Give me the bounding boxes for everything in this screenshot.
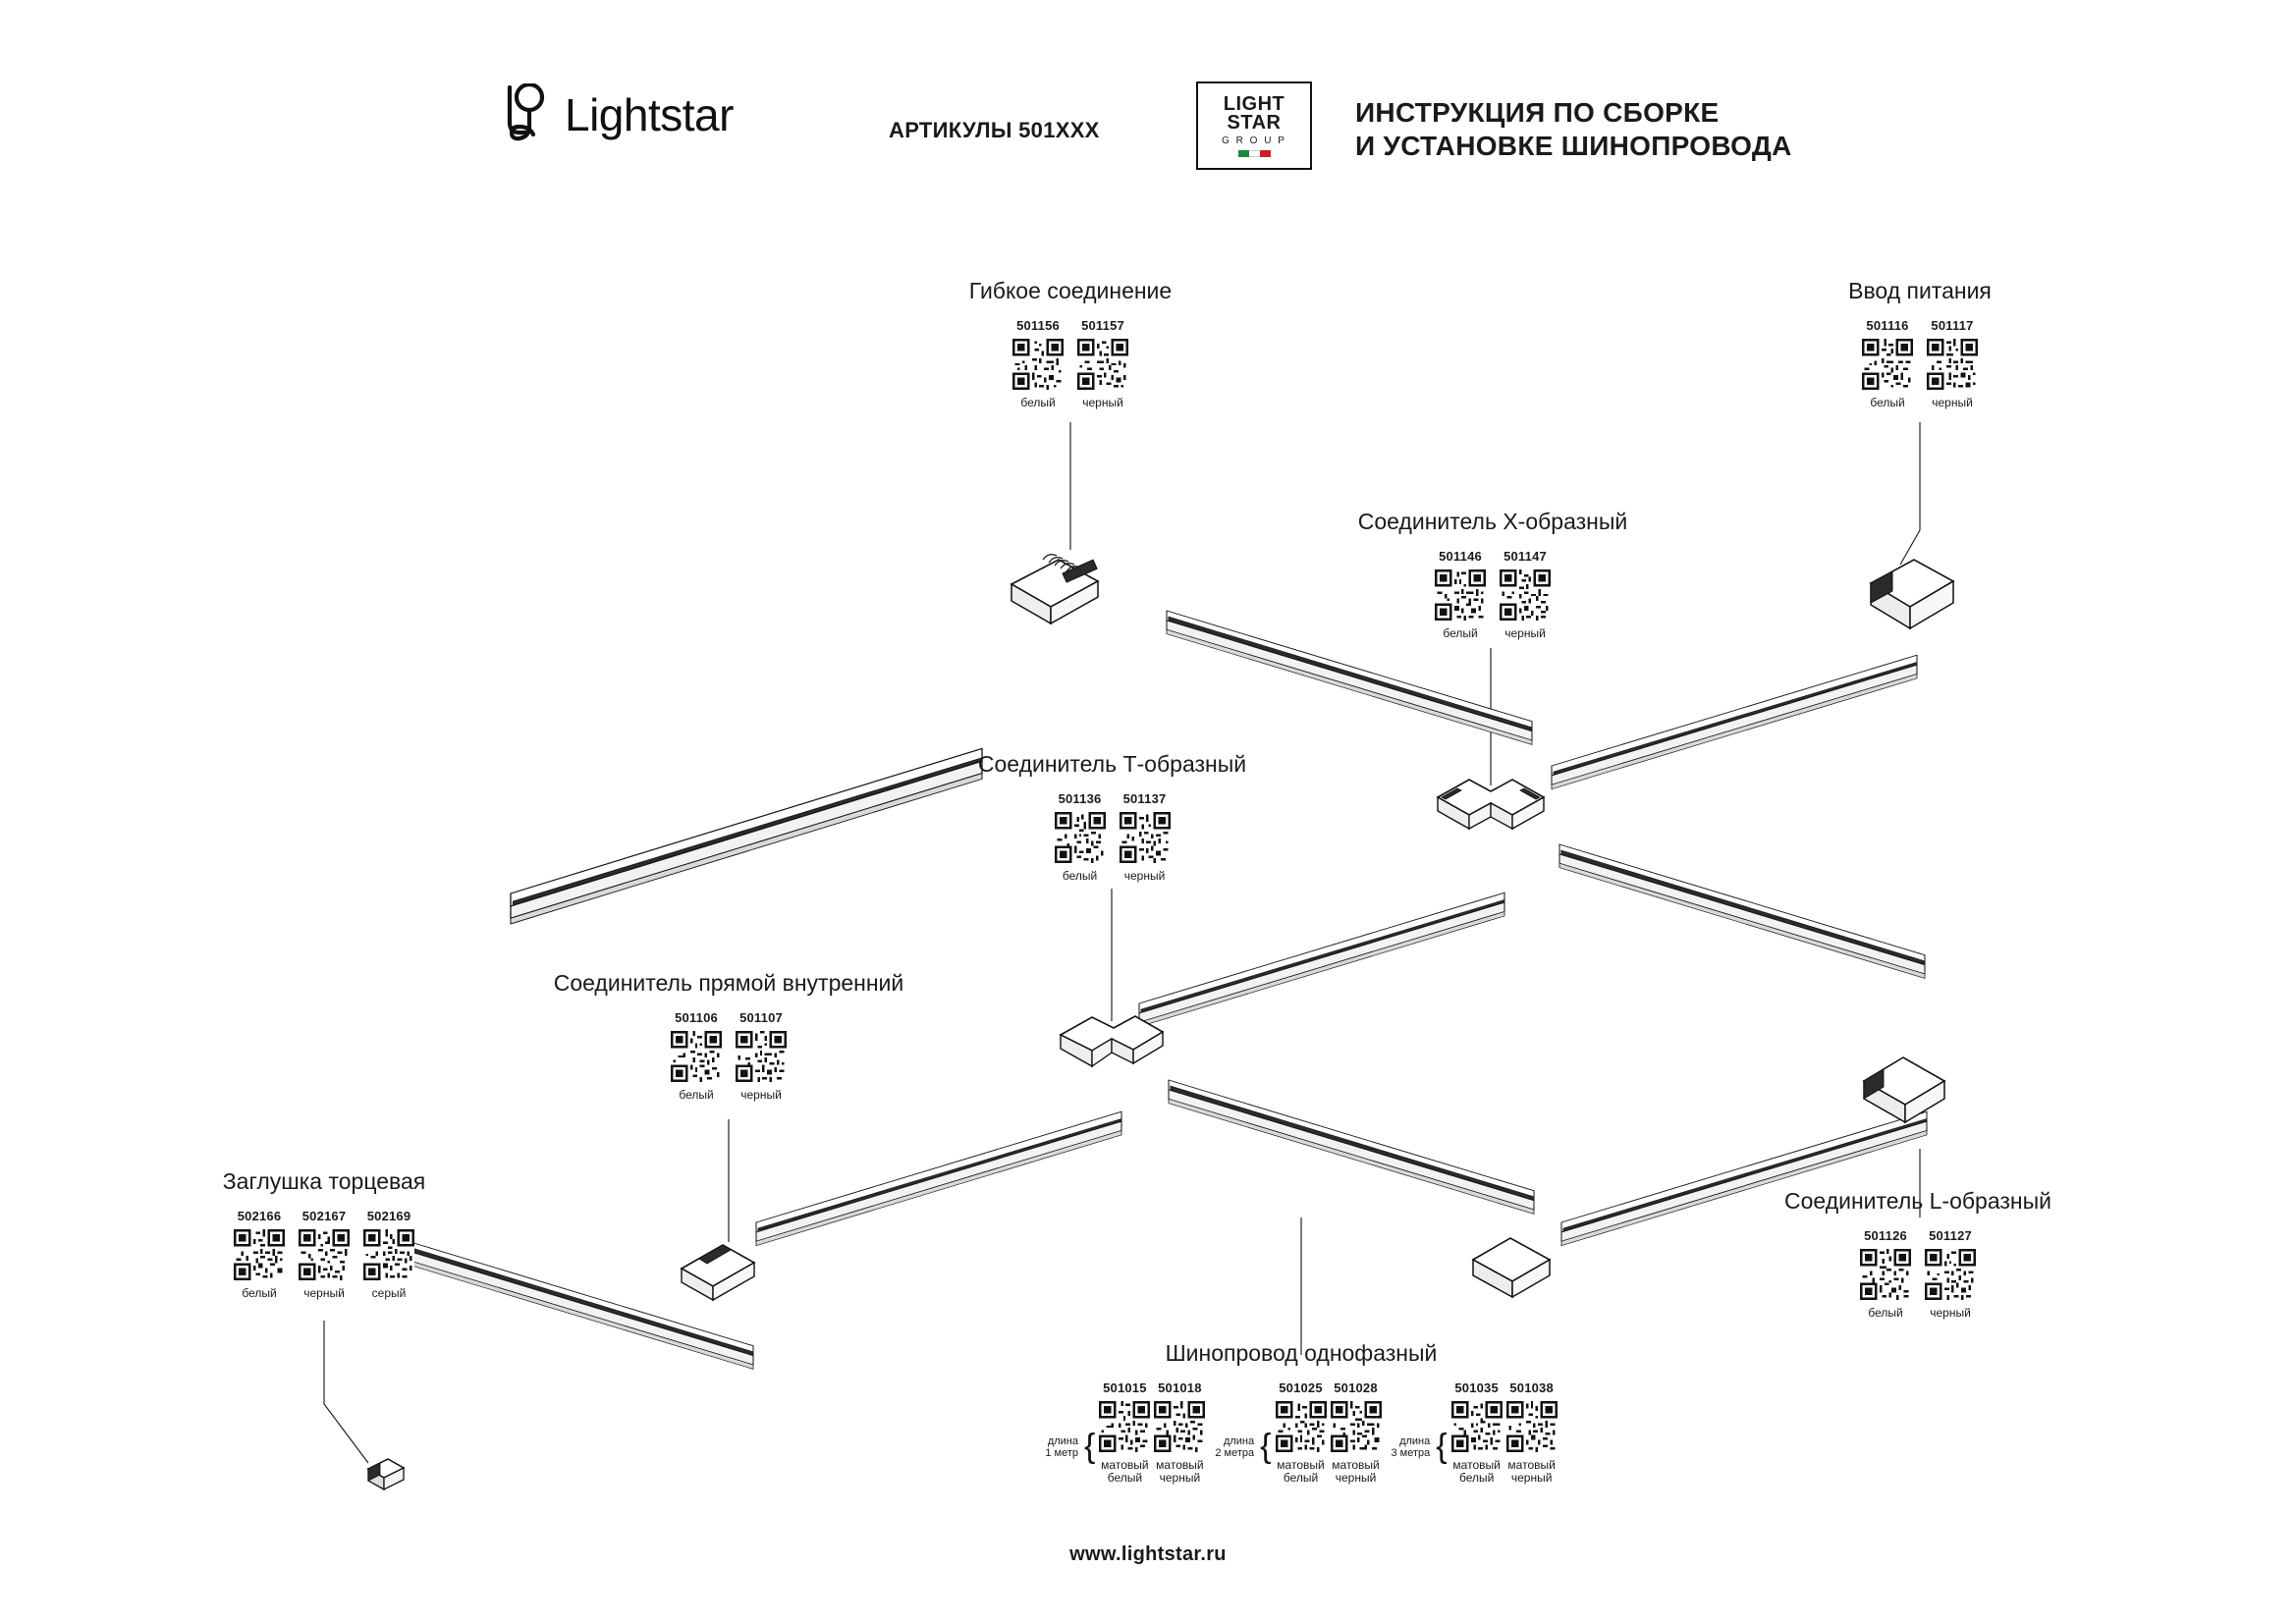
page-title-line-1: ИНСТРУКЦИЯ ПО СБОРКЕ — [1355, 97, 1720, 128]
badge-line-3: G R O U P — [1222, 135, 1286, 146]
code-number: 501137 — [1122, 791, 1167, 806]
code-list — [889, 318, 1252, 409]
code-item — [1331, 1380, 1382, 1485]
code-item — [1276, 1380, 1327, 1485]
code-number: 501147 — [1503, 549, 1547, 564]
code-caption: белый — [1020, 396, 1056, 409]
group-l-connector — [1736, 1188, 2100, 1320]
code-number: 501157 — [1081, 318, 1124, 333]
rail-x-to-t — [1139, 893, 1504, 1026]
code-item — [671, 1010, 722, 1102]
footer-website[interactable]: www.lightstar.ru — [1069, 1543, 1227, 1565]
brace-icon-1: { — [1084, 1428, 1096, 1465]
code-caption: черный — [1082, 396, 1123, 409]
badge-line-2: STAR — [1227, 111, 1282, 134]
qr-code[interactable] — [1435, 569, 1486, 621]
qr-code[interactable] — [1925, 1249, 1976, 1300]
code-item — [736, 1010, 787, 1102]
brace-icon-3: { — [1436, 1428, 1448, 1465]
code-item — [1099, 1380, 1150, 1485]
length-label-2m: длина 2 метра — [1215, 1435, 1255, 1459]
code-number: 501038 — [1509, 1380, 1554, 1395]
brand-name: Lightstar — [565, 89, 734, 140]
code-number: 502167 — [301, 1209, 347, 1223]
rail-x-to-feed — [1552, 655, 1917, 788]
flexible-connector-part — [1011, 555, 1098, 623]
code-item — [1435, 549, 1486, 640]
rail-t-to-straight — [756, 1111, 1121, 1245]
qr-code[interactable] — [1862, 339, 1913, 390]
qr-code[interactable] — [1506, 1401, 1558, 1452]
code-item — [1506, 1380, 1558, 1485]
qr-code[interactable] — [1927, 339, 1978, 390]
code-list — [1306, 549, 1679, 640]
group-end-cap — [182, 1168, 466, 1300]
x-connector-part — [1438, 780, 1544, 829]
group-title: Шинопровод однофазный — [1165, 1340, 1438, 1366]
qr-code[interactable] — [671, 1031, 722, 1082]
group-title: Ввод питания — [1848, 278, 1992, 303]
qr-code[interactable] — [736, 1031, 787, 1082]
code-number: 501025 — [1279, 1380, 1323, 1395]
qr-code[interactable] — [1331, 1401, 1382, 1452]
code-list — [182, 1209, 466, 1300]
qr-code[interactable] — [1500, 569, 1551, 621]
code-caption: серый — [371, 1286, 407, 1300]
code-caption: черный — [303, 1286, 345, 1300]
qr-code[interactable] — [1077, 339, 1128, 390]
code-number: 501028 — [1334, 1380, 1378, 1395]
code-caption: белый — [1062, 869, 1098, 883]
group-title: Гибкое соединение — [968, 278, 1173, 303]
code-caption: матовый белый — [1452, 1458, 1501, 1485]
qr-code[interactable] — [1099, 1401, 1150, 1452]
group-flex-connector — [889, 278, 1252, 409]
qr-code[interactable] — [363, 1229, 414, 1280]
straight-connector-part — [682, 1245, 754, 1300]
group-title: Соединитель Т-образный — [977, 751, 1247, 777]
code-item — [1451, 1380, 1503, 1485]
rail-t-lower — [1169, 1080, 1534, 1214]
qr-code[interactable] — [1055, 812, 1106, 863]
code-item — [1012, 318, 1064, 409]
code-number: 501117 — [1931, 318, 1974, 333]
code-number: 501156 — [1016, 318, 1060, 333]
group-single-phase-track — [982, 1340, 1620, 1485]
qr-code[interactable] — [1860, 1249, 1911, 1300]
code-item — [1154, 1380, 1205, 1485]
code-caption: черный — [1504, 626, 1546, 640]
code-item — [1500, 549, 1551, 640]
code-caption: черный — [1930, 1306, 1971, 1320]
code-item — [1120, 791, 1171, 883]
code-caption: матовый белый — [1101, 1458, 1149, 1485]
code-caption: матовый белый — [1277, 1458, 1325, 1485]
code-number: 501136 — [1058, 791, 1102, 806]
group-title: Заглушка торцевая — [222, 1168, 426, 1194]
code-item — [1860, 1228, 1911, 1320]
code-number: 501126 — [1864, 1228, 1907, 1243]
code-caption: черный — [1123, 869, 1166, 883]
end-cap-part — [368, 1459, 404, 1489]
length-label-3m: длина 3 метра — [1391, 1435, 1431, 1459]
code-caption: белый — [1868, 1306, 1903, 1320]
qr-code[interactable] — [234, 1229, 285, 1280]
code-number: 502169 — [366, 1209, 411, 1223]
qr-code[interactable] — [1154, 1401, 1205, 1452]
code-list — [928, 791, 1296, 883]
code-number: 501146 — [1439, 549, 1482, 564]
code-caption: белый — [1870, 396, 1905, 409]
code-caption: матовый черный — [1156, 1458, 1204, 1485]
rail-x-to-l — [1559, 844, 1925, 978]
code-caption: белый — [679, 1088, 714, 1102]
power-feed-part — [1871, 560, 1953, 628]
code-list — [1736, 1228, 2100, 1320]
code-item — [1862, 318, 1913, 409]
t-connector-part — [1061, 1016, 1163, 1066]
code-item — [1927, 318, 1978, 409]
code-item — [363, 1209, 414, 1300]
code-item — [1077, 318, 1128, 409]
code-caption: матовый черный — [1332, 1458, 1380, 1485]
code-caption: матовый черный — [1507, 1458, 1556, 1485]
rail-upper-left — [511, 748, 982, 924]
group-x-connector — [1306, 509, 1679, 640]
group-title: Соединитель X-образный — [1357, 509, 1628, 534]
code-item — [1055, 791, 1106, 883]
code-number: 502166 — [237, 1209, 282, 1223]
code-item — [1925, 1228, 1976, 1320]
length-label-1m: длина 1 метр — [1045, 1435, 1079, 1459]
code-number: 501015 — [1103, 1380, 1147, 1395]
code-list — [1753, 318, 2087, 409]
group-title: Соединитель прямой внутренний — [553, 970, 904, 996]
qr-code[interactable] — [1120, 812, 1171, 863]
code-number: 501018 — [1158, 1380, 1202, 1395]
code-number: 501127 — [1929, 1228, 1972, 1243]
code-caption: черный — [1932, 396, 1973, 409]
code-caption: черный — [740, 1088, 782, 1102]
qr-code[interactable] — [1451, 1401, 1503, 1452]
l-connector-part-bottom — [1473, 1238, 1550, 1297]
group-title: Соединитель L-образный — [1784, 1188, 2051, 1214]
code-number: 501116 — [1866, 318, 1909, 333]
group-power-feed — [1753, 278, 2087, 409]
code-caption: белый — [242, 1286, 277, 1300]
qr-code[interactable] — [1276, 1401, 1327, 1452]
brace-icon-2: { — [1260, 1428, 1272, 1465]
qr-code[interactable] — [1012, 339, 1064, 390]
l-connector-part — [1864, 1057, 1944, 1122]
code-item — [299, 1209, 350, 1300]
code-caption: белый — [1443, 626, 1478, 640]
group-straight-inner-connector — [503, 970, 955, 1102]
qr-code[interactable] — [299, 1229, 350, 1280]
code-number: 501106 — [675, 1010, 718, 1025]
code-list — [982, 1380, 1620, 1485]
group-t-connector — [928, 751, 1296, 883]
code-number: 501035 — [1454, 1380, 1499, 1395]
articles-label: АРТИКУЛЫ 501ХХХ — [889, 118, 1100, 142]
code-list — [503, 1010, 955, 1102]
code-item — [234, 1209, 285, 1300]
code-number: 501107 — [739, 1010, 783, 1025]
page-title-line-2: И УСТАНОВКЕ ШИНОПРОВОДА — [1355, 131, 1792, 161]
badge-line-1: LIGHT — [1223, 92, 1285, 115]
